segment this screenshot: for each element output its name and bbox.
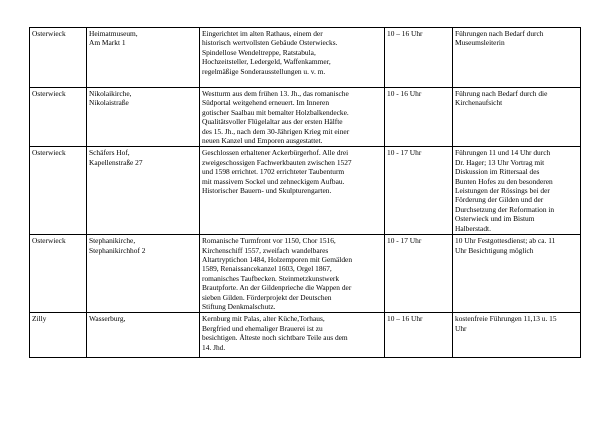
description-line: Bergfried und ehemaliger Brauerei ist zu [202, 323, 323, 333]
object-line: Am Markt 1 [89, 38, 126, 48]
note-line: Leistungen der Rössings bei der [455, 186, 550, 196]
description-line: historisch wertvollsten Gebäude Osterwiecks. [202, 38, 338, 48]
object-line: Nikolaistraße [89, 98, 129, 108]
description-line: Hochzeitsteller, Ledergeld, Waffenkammer, [202, 57, 331, 67]
object-line: Wasserburg, [89, 314, 126, 324]
description-line: Brautpforte. An der Gildenprieche die Wappen der [202, 283, 352, 293]
description-line: regelmäßige Sonderausstellungen u. v. m. [202, 66, 326, 76]
description-cell [200, 28, 385, 88]
description-cell [200, 313, 385, 358]
object-cell [87, 147, 200, 235]
place-text: Osterwieck [32, 148, 66, 158]
table-row [30, 235, 581, 313]
description-cell [200, 88, 385, 147]
note-line: Uhr Besichtigung möglich [455, 245, 534, 255]
note-line: kostenfreie Führungen 11,13 u. 15 [455, 314, 557, 324]
place-text: Zilly [32, 314, 47, 324]
description-line: gotischer Saalbau mit bemalter Holzbalkendecke. [202, 107, 349, 117]
place-cell [30, 147, 87, 235]
object-line: Stephanikirche, [89, 236, 136, 246]
description-line: 1589, Renaissancekanzel 1603, Orgel 1867, [202, 264, 332, 274]
note-line: Führung nach Bedarf durch die [455, 89, 548, 98]
description-cell [200, 147, 385, 235]
time-cell [385, 28, 453, 88]
note-line: Dr. Hager; 13 Uhr Vortrag mit [455, 157, 545, 167]
place-cell [30, 28, 87, 88]
note-line: Führungen nach Bedarf durch [455, 29, 544, 38]
time-cell [385, 235, 453, 313]
time-cell [385, 313, 453, 358]
description-line: mit massivem Sockel und zehneckigem Aufbau. [202, 176, 345, 186]
object-cell [87, 313, 200, 358]
description-line: Qualitätsvoller Flügelaltar aus der ersten Hälfte [202, 117, 343, 127]
description-line: Altartryptichon 1484, Holzemporen mit Gemälden [202, 254, 353, 264]
table-row [30, 147, 581, 235]
object-line: Kapellenstraße 27 [89, 157, 143, 167]
object-cell [87, 88, 200, 147]
description-line: Südportal weitgehend erneuert. Im Inneren [202, 98, 330, 108]
time-text: 10 – 16 Uhr [387, 29, 423, 38]
place-cell [30, 235, 87, 313]
note-line: Führungen 11 und 14 Uhr durch [455, 148, 551, 158]
object-line: Stephanikirchhof 2 [89, 245, 146, 255]
note-line: Museumsleiterin [455, 38, 505, 48]
object-cell [87, 235, 200, 313]
note-cell [453, 313, 581, 358]
time-cell [385, 147, 453, 235]
description-line: Stiftung Denkmalschutz. [202, 301, 276, 311]
description-line: zweigeschossigen Fachwerkbauten zwischen 1527 [202, 157, 352, 167]
time-text: 10 – 16 Uhr [387, 314, 423, 324]
description-line: Westturm aus dem frühen 13. Jh., das romanische [202, 89, 349, 98]
description-line: Historischer Bauern- und Skulpturengarten. [202, 186, 332, 196]
note-line: Diskussion im Rittersaal des [455, 167, 540, 177]
note-line: 10 Uhr Festgottesdienst; ab ca. 11 [455, 236, 556, 246]
description-cell [200, 235, 385, 313]
note-line: Bunten Hofes zu den besonderen [455, 176, 553, 186]
place-cell [30, 88, 87, 147]
time-text: 10 - 17 Uhr [387, 236, 422, 246]
description-line: 14. Jhd. [202, 342, 226, 352]
object-line: Heimatmuseum, [89, 29, 138, 38]
description-line: Kernburg mit Palas, alter Küche,Torhaus, [202, 314, 325, 324]
description-line: Eingerichtet im alten Rathaus, einem der [202, 29, 323, 38]
description-line: besichtigen. Älteste noch sichtbare Teile aus dem [202, 333, 348, 343]
table-row [30, 313, 581, 358]
time-text: 10 - 17 Uhr [387, 148, 422, 158]
note-cell [453, 88, 581, 147]
place-text: Osterwieck [32, 89, 66, 98]
time-cell [385, 88, 453, 147]
object-cell [87, 28, 200, 88]
description-line: Spindellose Wendeltreppe, Ratstabula, [202, 47, 316, 57]
object-line: Nikolaikirche, [89, 89, 132, 98]
description-line: und 1598 errichtet. 1702 errichteter Taubenturm [202, 167, 345, 177]
place-text: Osterwieck [32, 29, 66, 38]
description-line: Kirchenschiff 1557, zweifach wandelbares [202, 245, 329, 255]
description-line: des 15. Jh., nach dem 30-Jährigen Krieg mit einer [202, 126, 350, 136]
object-line: Schäfers Hof, [89, 148, 130, 158]
note-line: Kirchenaufsicht [455, 98, 503, 108]
note-cell [453, 147, 581, 235]
note-cell [453, 28, 581, 88]
table-row [30, 88, 581, 147]
note-line: Osterwieck und im Bistum [455, 214, 535, 224]
note-cell [453, 235, 581, 313]
time-text: 10 - 16 Uhr [387, 89, 422, 98]
description-line: neuen Kanzel und Emporen ausgestattet. [202, 136, 323, 146]
description-line: Romanische Turmfront vor 1150, Chor 1516, [202, 236, 336, 246]
note-line: Förderung der Gilden und der [455, 195, 544, 205]
description-line: sieben Gilden. Förderprojekt der Deutschen [202, 292, 332, 302]
note-line: Uhr [455, 323, 467, 333]
events-table [29, 27, 581, 358]
description-line: romanisches Taufbecken. Steinmetzkunstwerk [202, 273, 340, 283]
note-line: Halberstadt. [455, 223, 491, 233]
note-line: Durchsetzung der Reformation in [455, 204, 555, 214]
place-text: Osterwieck [32, 236, 66, 246]
table-row [30, 28, 581, 88]
description-line: Geschlossen erhaltener Ackerbürgerhof. Alle drei [202, 148, 349, 158]
place-cell [30, 313, 87, 358]
